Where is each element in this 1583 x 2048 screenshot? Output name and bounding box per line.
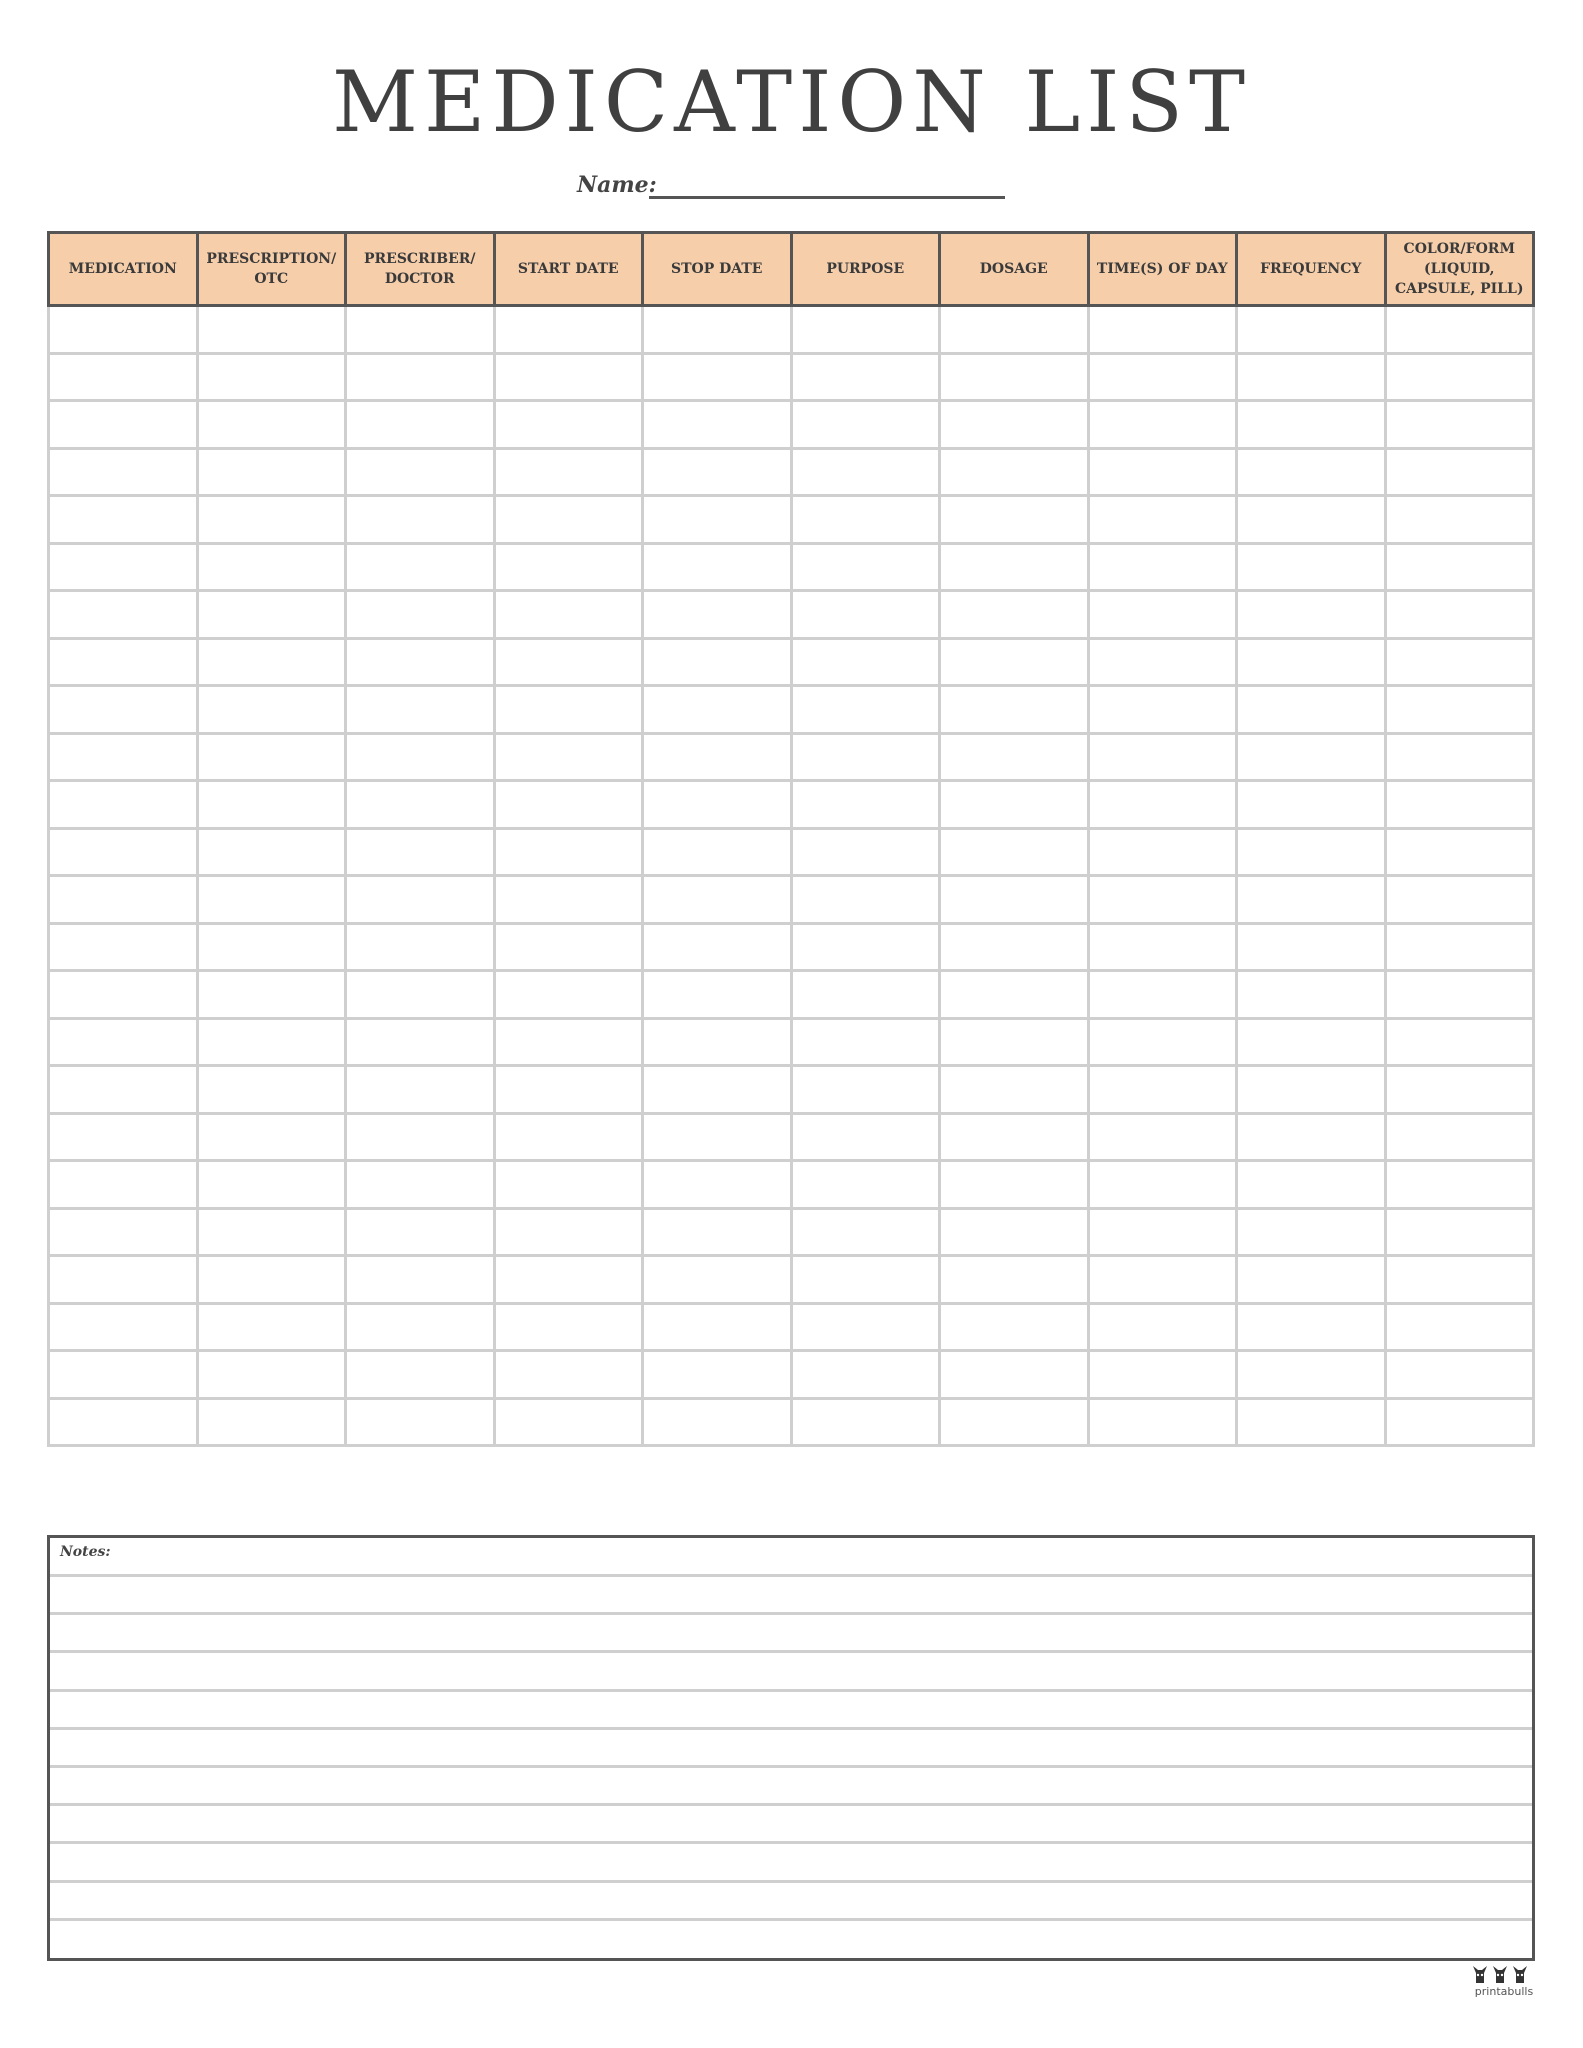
table-row: [49, 876, 1534, 924]
table-cell[interactable]: [1237, 1113, 1386, 1161]
table-cell[interactable]: [1385, 1113, 1534, 1161]
table-cell[interactable]: [1385, 448, 1534, 496]
table-cell[interactable]: [197, 1113, 346, 1161]
table-cell[interactable]: [197, 353, 346, 401]
table-cell[interactable]: [643, 686, 792, 734]
notes-line[interactable]: [50, 1803, 1532, 1806]
table-cell[interactable]: [1237, 1018, 1386, 1066]
table-cell[interactable]: [1237, 591, 1386, 639]
table-cell[interactable]: [1088, 1256, 1237, 1304]
table-cell[interactable]: [346, 496, 495, 544]
table-cell[interactable]: [1385, 923, 1534, 971]
table-cell[interactable]: [494, 1113, 643, 1161]
notes-line[interactable]: [50, 1650, 1532, 1653]
table-cell[interactable]: [49, 638, 198, 686]
table-cell[interactable]: [1088, 923, 1237, 971]
table-cell[interactable]: [940, 591, 1089, 639]
table-cell[interactable]: [346, 828, 495, 876]
notes-line[interactable]: [50, 1880, 1532, 1883]
table-cell[interactable]: [494, 876, 643, 924]
table-cell[interactable]: [1088, 1208, 1237, 1256]
table-cell[interactable]: [1088, 638, 1237, 686]
notes-line[interactable]: [50, 1612, 1532, 1615]
table-cell[interactable]: [1385, 1256, 1534, 1304]
table-cell[interactable]: [1237, 781, 1386, 829]
table-cell[interactable]: [643, 353, 792, 401]
table-row: [49, 353, 1534, 401]
table-row: [49, 591, 1534, 639]
table-cell[interactable]: [940, 828, 1089, 876]
table-cell[interactable]: [1385, 971, 1534, 1019]
table-cell[interactable]: [643, 1256, 792, 1304]
table-cell[interactable]: [1088, 1018, 1237, 1066]
table-cell[interactable]: [1237, 1351, 1386, 1399]
table-row: [49, 971, 1534, 1019]
column-header: START DATE: [494, 233, 643, 306]
table-cell[interactable]: [791, 876, 940, 924]
table-cell[interactable]: [791, 1208, 940, 1256]
column-header: TIME(S) OF DAY: [1088, 233, 1237, 306]
table-cell[interactable]: [1385, 876, 1534, 924]
notes-line[interactable]: [50, 1689, 1532, 1692]
table-cell[interactable]: [494, 1018, 643, 1066]
table-cell[interactable]: [346, 686, 495, 734]
table-cell[interactable]: [49, 543, 198, 591]
table-cell[interactable]: [940, 1066, 1089, 1114]
column-header: PRESCRIPTION/ OTC: [197, 233, 346, 306]
table-row: [49, 401, 1534, 449]
table-cell[interactable]: [791, 543, 940, 591]
table-cell[interactable]: [197, 1398, 346, 1446]
table-cell[interactable]: [197, 686, 346, 734]
notes-label: Notes:: [60, 1544, 111, 1560]
table-cell[interactable]: [1088, 306, 1237, 354]
table-cell[interactable]: [494, 1351, 643, 1399]
column-header: PURPOSE: [791, 233, 940, 306]
table-cell[interactable]: [940, 1161, 1089, 1209]
table-cell[interactable]: [197, 1208, 346, 1256]
table-cell[interactable]: [197, 923, 346, 971]
table-cell[interactable]: [1385, 1398, 1534, 1446]
notes-line[interactable]: [50, 1765, 1532, 1768]
table-cell[interactable]: [494, 1303, 643, 1351]
table-cell[interactable]: [49, 401, 198, 449]
table-cell[interactable]: [49, 353, 198, 401]
table-cell[interactable]: [197, 1066, 346, 1114]
table-cell[interactable]: [197, 543, 346, 591]
table-cell[interactable]: [1088, 353, 1237, 401]
table-row: [49, 1303, 1534, 1351]
table-cell[interactable]: [1385, 686, 1534, 734]
table-cell[interactable]: [791, 496, 940, 544]
table-row: [49, 1351, 1534, 1399]
notes-box: [47, 1535, 1535, 1961]
table-cell[interactable]: [346, 1351, 495, 1399]
table-cell[interactable]: [346, 1398, 495, 1446]
table-cell[interactable]: [643, 638, 792, 686]
table-cell[interactable]: [1237, 971, 1386, 1019]
table-cell[interactable]: [1385, 1066, 1534, 1114]
table-cell[interactable]: [49, 1066, 198, 1114]
table-cell[interactable]: [940, 686, 1089, 734]
table-cell[interactable]: [643, 1018, 792, 1066]
table-cell[interactable]: [346, 1256, 495, 1304]
table-cell[interactable]: [791, 971, 940, 1019]
table-cell[interactable]: [791, 733, 940, 781]
table-cell[interactable]: [940, 306, 1089, 354]
table-cell[interactable]: [1385, 1208, 1534, 1256]
table-row: [49, 1018, 1534, 1066]
table-cell[interactable]: [1385, 496, 1534, 544]
brand-logo: [1468, 1963, 1540, 2003]
table-cell[interactable]: [49, 923, 198, 971]
table-cell[interactable]: [940, 353, 1089, 401]
table-cell[interactable]: [1237, 638, 1386, 686]
table-row: [49, 448, 1534, 496]
table-cell[interactable]: [940, 496, 1089, 544]
table-cell[interactable]: [494, 638, 643, 686]
table-cell[interactable]: [1237, 876, 1386, 924]
table-cell[interactable]: [1088, 543, 1237, 591]
table-row: [49, 543, 1534, 591]
name-field: [577, 172, 1007, 206]
table-cell[interactable]: [346, 1018, 495, 1066]
table-cell[interactable]: [494, 448, 643, 496]
table-cell[interactable]: [346, 448, 495, 496]
table-cell[interactable]: [197, 733, 346, 781]
table-cell[interactable]: [197, 638, 346, 686]
table-cell[interactable]: [1237, 353, 1386, 401]
table-cell[interactable]: [494, 923, 643, 971]
table-cell[interactable]: [346, 543, 495, 591]
table-cell[interactable]: [346, 923, 495, 971]
table-cell[interactable]: [940, 781, 1089, 829]
table-cell[interactable]: [791, 1018, 940, 1066]
table-cell[interactable]: [1088, 1398, 1237, 1446]
table-cell[interactable]: [940, 401, 1089, 449]
table-cell[interactable]: [1088, 781, 1237, 829]
table-row: [49, 306, 1534, 354]
table-cell[interactable]: [49, 971, 198, 1019]
table-cell[interactable]: [1385, 543, 1534, 591]
table-cell[interactable]: [1237, 448, 1386, 496]
table-cell[interactable]: [1385, 306, 1534, 354]
table-cell[interactable]: [1088, 1351, 1237, 1399]
table-cell[interactable]: [346, 401, 495, 449]
table-cell[interactable]: [1385, 1351, 1534, 1399]
table-cell[interactable]: [197, 828, 346, 876]
table-cell[interactable]: [1237, 1256, 1386, 1304]
table-cell[interactable]: [643, 733, 792, 781]
table-cell[interactable]: [346, 306, 495, 354]
table-cell[interactable]: [197, 448, 346, 496]
table-cell[interactable]: [49, 1161, 198, 1209]
column-header: PRESCRIBER/ DOCTOR: [346, 233, 495, 306]
table-cell[interactable]: [197, 401, 346, 449]
table-cell[interactable]: [1385, 401, 1534, 449]
table-cell[interactable]: [49, 686, 198, 734]
table-cell[interactable]: [940, 638, 1089, 686]
table-cell[interactable]: [643, 781, 792, 829]
table-cell[interactable]: [346, 1066, 495, 1114]
table-cell[interactable]: [346, 1161, 495, 1209]
notes-line[interactable]: [50, 1918, 1532, 1921]
table-body: [49, 306, 1534, 1446]
table-cell[interactable]: [49, 306, 198, 354]
table-cell[interactable]: [1237, 543, 1386, 591]
table-cell[interactable]: [1088, 733, 1237, 781]
table-cell[interactable]: [346, 733, 495, 781]
table-cell[interactable]: [1088, 686, 1237, 734]
page-title: MEDICATION LIST: [331, 53, 1251, 151]
table-cell[interactable]: [346, 1113, 495, 1161]
table-row: [49, 828, 1534, 876]
table-cell[interactable]: [1237, 306, 1386, 354]
table-cell[interactable]: [1385, 353, 1534, 401]
table-cell[interactable]: [197, 876, 346, 924]
table-cell[interactable]: [49, 496, 198, 544]
table-cell[interactable]: [940, 1303, 1089, 1351]
table-cell[interactable]: [346, 781, 495, 829]
table-cell[interactable]: [791, 686, 940, 734]
table-cell[interactable]: [1088, 1161, 1237, 1209]
table-cell[interactable]: [197, 781, 346, 829]
table-cell[interactable]: [49, 1351, 198, 1399]
table-cell[interactable]: [494, 971, 643, 1019]
table-cell[interactable]: [643, 591, 792, 639]
table-cell[interactable]: [643, 496, 792, 544]
table-cell[interactable]: [494, 1398, 643, 1446]
table-cell[interactable]: [1385, 591, 1534, 639]
table-cell[interactable]: [791, 1066, 940, 1114]
table-cell[interactable]: [494, 306, 643, 354]
table-cell[interactable]: [643, 1066, 792, 1114]
table-cell[interactable]: [49, 1113, 198, 1161]
table-cell[interactable]: [49, 828, 198, 876]
table-cell[interactable]: [1088, 971, 1237, 1019]
table-cell[interactable]: [197, 1018, 346, 1066]
table-row: [49, 638, 1534, 686]
table-cell[interactable]: [791, 353, 940, 401]
table-row: [49, 1208, 1534, 1256]
table-row: [49, 1398, 1534, 1446]
dog-logo-icon: [1468, 1963, 1540, 1985]
table-cell[interactable]: [791, 306, 940, 354]
table-cell[interactable]: [643, 1303, 792, 1351]
table-cell[interactable]: [494, 543, 643, 591]
table-cell[interactable]: [1385, 1303, 1534, 1351]
table-cell[interactable]: [643, 543, 792, 591]
table-cell[interactable]: [494, 496, 643, 544]
table-cell[interactable]: [791, 448, 940, 496]
table-row: [49, 1256, 1534, 1304]
table-cell[interactable]: [940, 1018, 1089, 1066]
table-cell[interactable]: [1237, 1208, 1386, 1256]
table-cell[interactable]: [940, 876, 1089, 924]
table-cell[interactable]: [791, 638, 940, 686]
table-cell[interactable]: [940, 543, 1089, 591]
table-cell[interactable]: [1237, 401, 1386, 449]
table-cell[interactable]: [49, 591, 198, 639]
table-cell[interactable]: [643, 876, 792, 924]
table-cell[interactable]: [940, 1351, 1089, 1399]
table-cell[interactable]: [1088, 828, 1237, 876]
table-cell[interactable]: [1088, 876, 1237, 924]
table-cell[interactable]: [940, 971, 1089, 1019]
table-cell[interactable]: [1385, 1161, 1534, 1209]
column-header: FREQUENCY: [1237, 233, 1386, 306]
notes-line[interactable]: [50, 1727, 1532, 1730]
table-cell[interactable]: [494, 1208, 643, 1256]
table-cell[interactable]: [791, 781, 940, 829]
table-cell[interactable]: [643, 448, 792, 496]
table-cell[interactable]: [643, 1208, 792, 1256]
table-cell[interactable]: [197, 971, 346, 1019]
table-cell[interactable]: [346, 971, 495, 1019]
table-cell[interactable]: [940, 923, 1089, 971]
table-cell[interactable]: [1237, 686, 1386, 734]
table-header-row: [49, 233, 1534, 306]
table-cell[interactable]: [1088, 496, 1237, 544]
table-cell[interactable]: [643, 828, 792, 876]
table-cell[interactable]: [346, 591, 495, 639]
table-row: [49, 496, 1534, 544]
table-row: [49, 733, 1534, 781]
table-cell[interactable]: [494, 828, 643, 876]
table-cell[interactable]: [940, 448, 1089, 496]
table-cell[interactable]: [940, 1398, 1089, 1446]
table-cell[interactable]: [197, 1161, 346, 1209]
table-cell[interactable]: [1088, 401, 1237, 449]
table-cell[interactable]: [346, 638, 495, 686]
table-cell[interactable]: [791, 1303, 940, 1351]
table-cell[interactable]: [940, 1113, 1089, 1161]
table-cell[interactable]: [1385, 1018, 1534, 1066]
name-write-line[interactable]: [649, 196, 1005, 199]
table-cell[interactable]: [791, 1398, 940, 1446]
medication-table: [47, 231, 1535, 1447]
table-cell[interactable]: [49, 1256, 198, 1304]
column-header: MEDICATION: [49, 233, 198, 306]
table-cell[interactable]: [1237, 828, 1386, 876]
table-cell[interactable]: [643, 401, 792, 449]
table-cell[interactable]: [49, 876, 198, 924]
table-cell[interactable]: [1237, 1066, 1386, 1114]
table-cell[interactable]: [940, 733, 1089, 781]
table-cell[interactable]: [197, 591, 346, 639]
table-cell[interactable]: [643, 923, 792, 971]
table-cell[interactable]: [346, 1208, 495, 1256]
table-cell[interactable]: [49, 781, 198, 829]
table-cell[interactable]: [791, 591, 940, 639]
table-cell[interactable]: [197, 496, 346, 544]
table-cell[interactable]: [791, 1256, 940, 1304]
table-row: [49, 923, 1534, 971]
table-cell[interactable]: [1088, 1066, 1237, 1114]
table-cell[interactable]: [197, 306, 346, 354]
table-cell[interactable]: [1237, 1161, 1386, 1209]
table-cell[interactable]: [49, 1208, 198, 1256]
table-cell[interactable]: [1237, 733, 1386, 781]
table-cell[interactable]: [1088, 448, 1237, 496]
table-cell[interactable]: [49, 1018, 198, 1066]
table-cell[interactable]: [49, 1398, 198, 1446]
table-cell[interactable]: [791, 923, 940, 971]
table-cell[interactable]: [494, 733, 643, 781]
table-cell[interactable]: [791, 1113, 940, 1161]
table-cell[interactable]: [49, 733, 198, 781]
table-cell[interactable]: [49, 448, 198, 496]
table-cell[interactable]: [494, 1256, 643, 1304]
table-cell[interactable]: [1237, 923, 1386, 971]
table-row: [49, 686, 1534, 734]
name-label: Name:: [577, 172, 657, 198]
table-cell[interactable]: [1385, 638, 1534, 686]
column-header: STOP DATE: [643, 233, 792, 306]
table-cell[interactable]: [643, 306, 792, 354]
table-row: [49, 1161, 1534, 1209]
notes-line[interactable]: [50, 1574, 1532, 1577]
table-cell[interactable]: [940, 1208, 1089, 1256]
column-header: COLOR/FORM (LIQUID, CAPSULE, PILL): [1385, 233, 1534, 306]
table-cell[interactable]: [1237, 1303, 1386, 1351]
table-row: [49, 1066, 1534, 1114]
table-cell[interactable]: [494, 1066, 643, 1114]
table-cell[interactable]: [49, 1303, 198, 1351]
table-cell[interactable]: [643, 1113, 792, 1161]
table-cell[interactable]: [494, 401, 643, 449]
table-cell[interactable]: [1237, 1398, 1386, 1446]
table-cell[interactable]: [643, 1351, 792, 1399]
table-cell[interactable]: [197, 1351, 346, 1399]
table-cell[interactable]: [1088, 1113, 1237, 1161]
table-cell[interactable]: [940, 1256, 1089, 1304]
table-cell[interactable]: [494, 686, 643, 734]
column-header: DOSAGE: [940, 233, 1089, 306]
table-cell[interactable]: [1088, 591, 1237, 639]
table-cell[interactable]: [791, 828, 940, 876]
table-cell[interactable]: [346, 1303, 495, 1351]
table-cell[interactable]: [494, 781, 643, 829]
table-cell[interactable]: [1237, 496, 1386, 544]
table-cell[interactable]: [197, 1303, 346, 1351]
table-cell[interactable]: [1385, 828, 1534, 876]
notes-line[interactable]: [50, 1841, 1532, 1844]
table-row: [49, 1113, 1534, 1161]
table-cell[interactable]: [643, 971, 792, 1019]
table-cell[interactable]: [346, 353, 495, 401]
table-cell[interactable]: [494, 353, 643, 401]
table-cell[interactable]: [346, 876, 495, 924]
table-cell[interactable]: [1385, 781, 1534, 829]
table-cell[interactable]: [197, 1256, 346, 1304]
table-cell[interactable]: [494, 1161, 643, 1209]
table-row: [49, 781, 1534, 829]
table-cell[interactable]: [791, 1161, 940, 1209]
table-cell[interactable]: [1385, 733, 1534, 781]
table-cell[interactable]: [643, 1398, 792, 1446]
table-cell[interactable]: [1088, 1303, 1237, 1351]
table-cell[interactable]: [791, 1351, 940, 1399]
table-cell[interactable]: [494, 591, 643, 639]
brand-name: printabulls: [1474, 1985, 1534, 1998]
table-cell[interactable]: [643, 1161, 792, 1209]
table-cell[interactable]: [791, 401, 940, 449]
